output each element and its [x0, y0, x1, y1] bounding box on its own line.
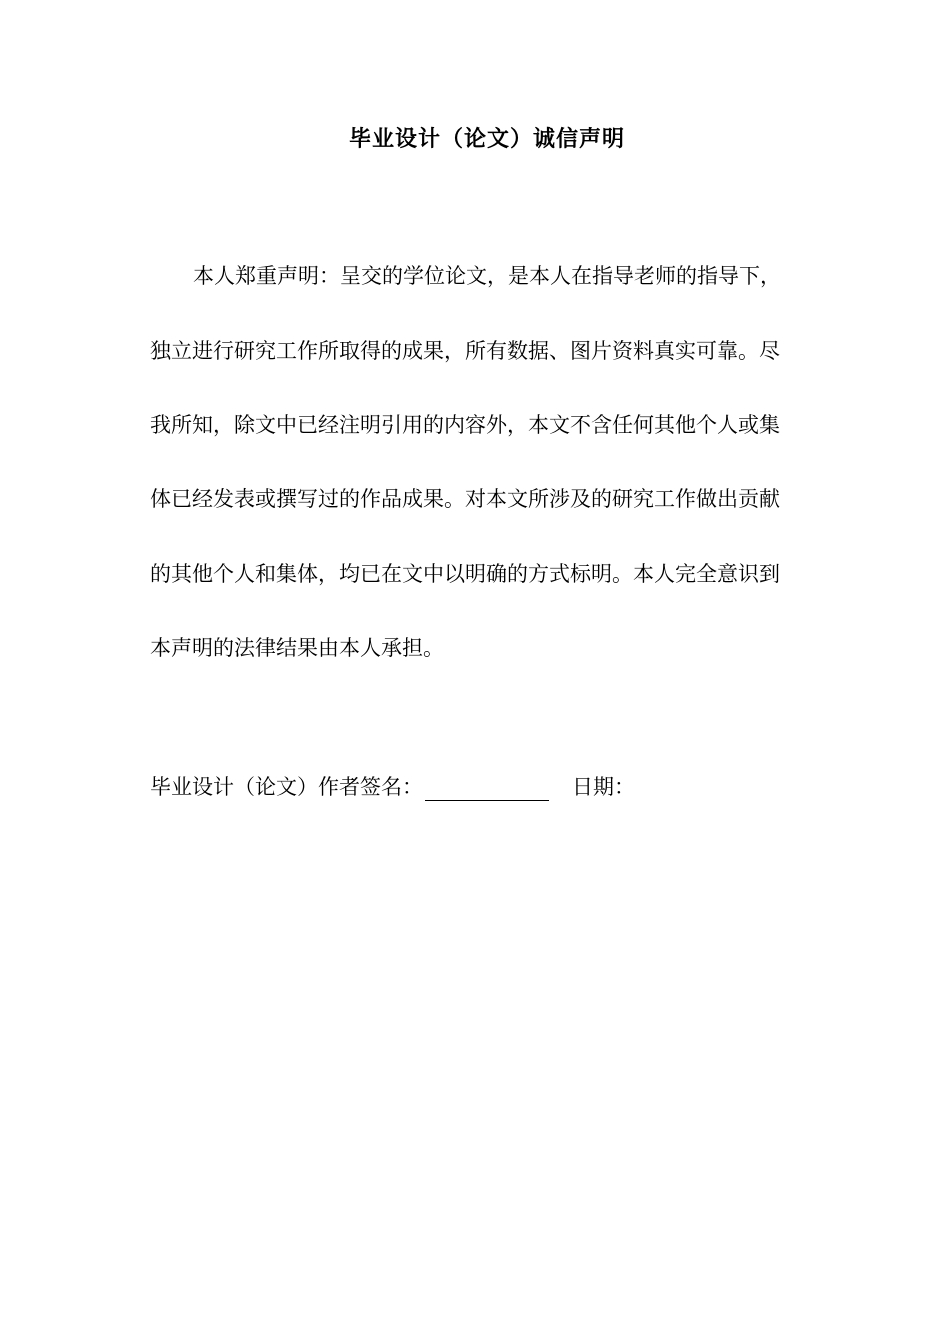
signature-field[interactable] [425, 774, 549, 801]
statement-line: 本声明的法律结果由本人承担。 [150, 636, 444, 660]
statement-line: 本人郑重声明：呈交的学位论文，是本人在指导老师的指导下， [193, 264, 781, 288]
signature-label: 毕业设计（论文）作者签名： [150, 775, 423, 799]
statement-line: 的其他个人和集体，均已在文中以明确的方式标明。本人完全意识到 [150, 562, 780, 586]
statement-line: 体已经发表或撰写过的作品成果。对本文所涉及的研究工作做出贡献 [150, 487, 780, 511]
statement-line: 我所知，除文中已经注明引用的内容外，本文不含任何其他个人或集 [150, 413, 780, 437]
signature-row [150, 773, 635, 801]
statement-line: 独立进行研究工作所取得的成果，所有数据、图片资料真实可靠。尽 [150, 339, 780, 363]
date-label: 日期： [572, 775, 635, 799]
page-title: 毕业设计（论文）诚信声明 [348, 127, 625, 152]
